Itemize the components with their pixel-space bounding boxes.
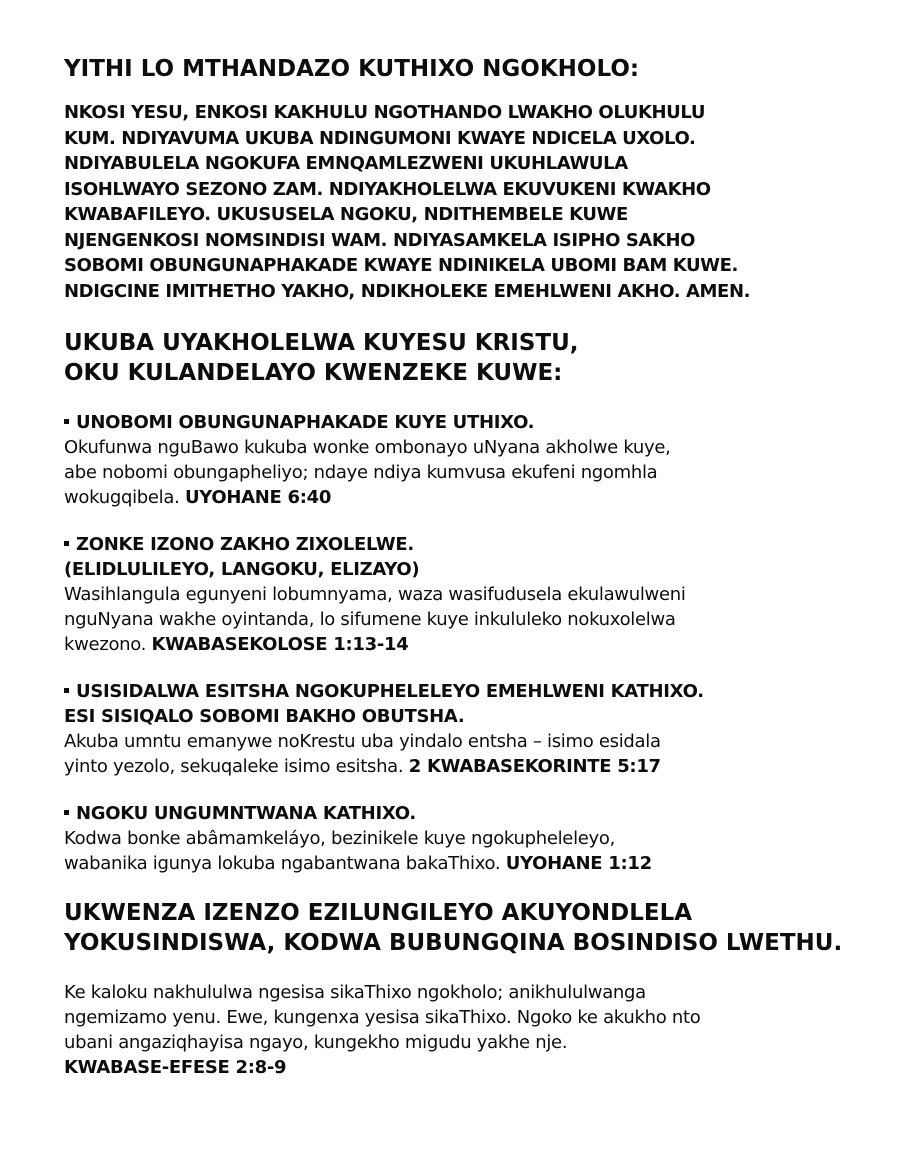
works-heading-line: UKWENZA IZENZO EZILUNGILEYO AKUYONDLELA [64, 900, 693, 926]
item-title: ZONKE IZONO ZAKHO ZIXOLELWE. [64, 532, 864, 557]
item-body: Wasihlangula egunyeni lobumnyama, waza wasifudusela ekulawulweni nguNyana wakhe oyintanda, lo sifumene kuye inkululeko nokuxolelwa kwezono. KWABASEKOLOSE 1:13-14 [64, 584, 686, 655]
bullet-icon [64, 541, 69, 546]
prayer-line: KUM. NDIYAVUMA UKUBA NDINGUMONI KWAYE NDICELA UXOLO. [64, 127, 696, 149]
prayer-line: KWABAFILEYO. UKUSUSELA NGOKU, NDITHEMBELE KUWE [64, 204, 628, 225]
list-item [64, 801, 864, 876]
believe-heading-line: UKUBA UYAKHOLELWA KUYESU KRISTU, [64, 330, 579, 356]
prayer-line: NDIGCINE IMITHETHO YAKHO, NDIKHOLEKE EMEHLWENI AKHO. AMEN. [64, 280, 751, 302]
item-body: Kodwa bonke abâmamkeláyo, bezinikele kuye ngokupheleleyo, wabanika igunya lokuba ngabantwana bakaThixo. UYOHANE 1:12 [64, 828, 652, 874]
item-title: UNOBOMI OBUNGUNAPHAKADE KUYE UTHIXO. [64, 410, 864, 435]
prayer-line: ISOHLWAYO SEZONO ZAM. NDIYAKHOLELWA EKUVUKENI KWAKHO [64, 178, 711, 200]
scripture-reference: UYOHANE 6:40 [184, 487, 332, 508]
prayer-line: NKOSI YESU, ENKOSI KAKHULU NGOTHANDO LWAKHO OLUKHULU [64, 102, 706, 123]
item-title: USISIDALWA ESITSHA NGOKUPHELELEYO EMEHLWENI KATHIXO. [64, 679, 864, 704]
prayer-heading [64, 54, 864, 84]
scripture-reference: UYOHANE 1:12 [505, 853, 652, 874]
item-title: NGOKU UNGUMNTWANA KATHIXO. [64, 801, 864, 826]
list-item [64, 532, 864, 657]
scripture-reference: KWABASE-EFESE 2:8-9 [64, 1057, 287, 1078]
prayer-text [64, 100, 864, 304]
scripture-reference: 2 KWABASEKORINTE 5:17 [408, 756, 661, 777]
prayer-heading-text: YITHI LO MTHANDAZO KUTHIXO NGOKHOLO: [64, 56, 640, 82]
benefits-list [64, 410, 864, 876]
tract-page [64, 54, 864, 1080]
scripture-reference: KWABASEKOLOSE 1:13-14 [151, 634, 409, 655]
prayer-line: SOBOMI OBUNGUNAPHAKADE KWAYE NDINIKELA UBOMI BAM KUWE. [64, 255, 738, 276]
list-item [64, 679, 864, 779]
bullet-icon [64, 688, 69, 693]
closing-scripture: Ke kaloku nakhululwa ngesisa sikaThixo ngokholo; anikhululwanga ngemizamo yenu. Ewe, kungenxa yesisa sikaThixo. Ngoko ke akukho nto ubani angaziqhayisa ngayo, kungekho migudu yakhe nje. KWABASE-EFESE 2:8-9 [64, 980, 864, 1080]
item-body: Okufunwa nguBawo kukuba wonke ombonayo uNyana akholwe kuye, abe nobomi obungapheliyo; ndaye ndiya kumvusa ekufeni ngomhla wokugqibela. UYOHANE 6:40 [64, 437, 671, 508]
believe-heading-line: OKU KULANDELAYO KWENZEKE KUWE: [64, 360, 563, 386]
works-heading-line: YOKUSINDISWA, KODWA BUBUNGQINA BOSINDISO LWETHU. [64, 930, 843, 956]
item-body: Akuba umntu emanywe noKrestu uba yindalo entsha – isimo esidala yinto yezolo, sekuqaleke isimo esitsha. 2 KWABASEKORINTE 5:17 [64, 731, 661, 777]
prayer-line: NDIYABULELA NGOKUFA EMNQAMLEZWENI UKUHLAWULA [64, 153, 628, 174]
works-heading [64, 898, 864, 958]
prayer-line: NJENGENKOSI NOMSINDISI WAM. NDIYASAMKELA ISIPHO SAKHO [64, 229, 696, 251]
believe-heading [64, 328, 864, 388]
item-subtitle: ESI SISIQALO SOBOMI BAKHO OBUTSHA. [64, 706, 465, 727]
bullet-icon [64, 419, 69, 424]
item-subtitle: (ELIDLULILEYO, LANGOKU, ELIZAYO) [64, 559, 420, 580]
list-item [64, 410, 864, 510]
bullet-icon [64, 810, 69, 815]
